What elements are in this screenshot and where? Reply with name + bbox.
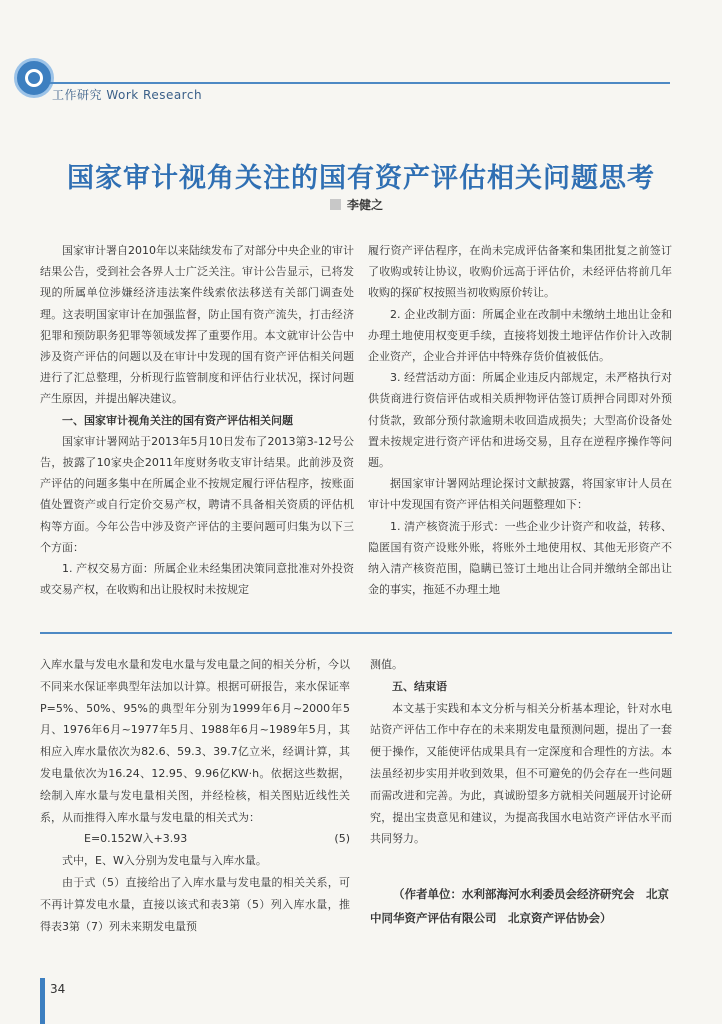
- paragraph: 3. 经营活动方面：所属企业违反内部规定，未严格执行对供货商进行资信评估或相关质押物评估签订质押合同即对外预付货款，致部分预付款逾期未收回造成损失；大型高价设备处置未按规定进行资产评估和进场交易，且存在逆程序操作等问题。: [368, 371, 672, 470]
- paragraph: 国家审计署网站于2013年5月10日发布了2013第3-12号公告，披露了10家央企2011年度财务收支审计结果。此前涉及资产评估的问题多集中在所属企业不按规定履行评估程序，按账面值处置资产或自行定价交易产权，聘请不具备相关资质的评估机构等方面。今年公告中涉及资产评估的主要问题可归集为以下三个方面：: [40, 434, 354, 554]
- paragraph: 国家审计署自2010年以来陆续发布了对部分中央企业的审计结果公告，受到社会各界人士广泛关注。审计公告显示，已将发现的所属单位涉嫌经济违法案件线索依法移送有关部门调查处理。这表明国家审计在加强监督，防止国有资产流失，打击经济犯罪和预防职务犯罪等领域发挥了重要作用。本文就审计公告中涉及资产评估的问题以及在审计中发现的国有资产评估相关问题进行了汇总整理，分析现行监管制度和评估行业状况，探讨问题产生原因，并提出解决建议。: [40, 244, 354, 406]
- column-top-right: [368, 240, 672, 600]
- section-heading: 一、国家审计视角关注的国有资产评估相关问题: [62, 413, 293, 427]
- paragraph: 本文基于实践和本文分析与相关分析基本理论，针对水电站资产评估工作中存在的未来期发电量预测问题，提出了一套便于操作，又能使评估成果具有一定深度和合理性的方法。本法虽经初步实用并收到效果，但不可避免的仍会存在一些问题而需改进和完善。为此，真诚盼望多方就相关问题展开讨论研究，提出宝贵意见和建议，为提高我国水电站资产评估水平而共同努力。: [370, 701, 672, 846]
- page-number-bar: [40, 978, 45, 1024]
- column-bottom-left: [40, 654, 350, 937]
- page-header: [0, 0, 722, 110]
- formula-number: (5): [334, 832, 350, 846]
- formula: E=0.152W入+3.93: [84, 832, 188, 846]
- paragraph: 2. 企业改制方面：所属企业在改制中未缴纳土地出让金和办理土地使用权变更手续，直接将划拨土地评估作价计入改制企业资产，企业合并评估中特殊存货价值被低估。: [368, 307, 672, 364]
- section-label: 工作研究 Work Research: [52, 88, 203, 102]
- paragraph: 由于式（5）直接给出了入库水量与发电量的相关关系，可不再计算发电水量，直接以该式和表3第（5）列入库水量，推得表3第（7）列未来期发电量预: [40, 875, 350, 933]
- paragraph: 式中，E、W入分别为发电量与入库水量。: [62, 854, 267, 868]
- author-byline: [330, 196, 383, 213]
- journal-logo-icon: [14, 58, 54, 98]
- paragraph: 据国家审计署网站理论探讨文献披露，将国家审计人员在审计中发现国有资产评估相关问题整理如下：: [368, 477, 672, 512]
- paragraph: 测值。: [370, 658, 403, 671]
- formula-line: [40, 828, 350, 850]
- article-title: 国家审计视角关注的国有资产评估相关问题思考: [67, 163, 655, 195]
- author-name: 李健之: [347, 198, 384, 212]
- column-bottom-right: [370, 654, 672, 850]
- page-number: 34: [50, 982, 66, 996]
- paragraph: 履行资产评估程序，在尚未完成评估备案和集团批复之前签订了收购或转让协议，收购价远高于评估价，未经评估将前几年收购的探矿权按照当初收购原价转让。: [368, 244, 672, 300]
- paragraph: 1. 清产核资流于形式：一些企业少计资产和收益，转移、隐匿国有资产设账外账，将账外土地使用权、其他无形资产不纳入清产核资范围，隐瞒已签订土地出让合同并缴纳全部出让金的事实，拖延不办理土地: [368, 519, 672, 597]
- paragraph: 1. 产权交易方面：所属企业未经集团决策同意批准对外投资或交易产权，在收购和出让股权时未按规定: [40, 562, 354, 597]
- column-top-left: [40, 240, 354, 600]
- author-affiliation: [370, 882, 672, 930]
- paragraph: 入库水量与发电水量和发电水量与发电量之间的相关分析，今以不同来水保证率典型年法加以计算。根据可研报告，来水保证率P=5%、50%、95%的典型年分别为1999年6月~2000年5月、1976年6月~1977年5月、1988年6月~1989年5月，其相应入库水量依次为82.6、59.3、39.7亿立米，经调计算，其发电量依次为16.24、12.95、9.96亿KW·h。依据这些数据，绘制入库水量与发电量相关图，并经检核，相关图贴近线性关系，从而推得入库水量与发电量的相关式为：: [40, 658, 350, 824]
- header-rule: [50, 82, 670, 84]
- author-marker-icon: [330, 199, 341, 210]
- affiliation-text: （作者单位：水利部海河水利委员会经济研究会 北京中同华资产评估有限公司 北京资产评估协会）: [370, 887, 669, 925]
- section-heading: 五、结束语: [392, 679, 447, 693]
- section-divider: [40, 632, 672, 634]
